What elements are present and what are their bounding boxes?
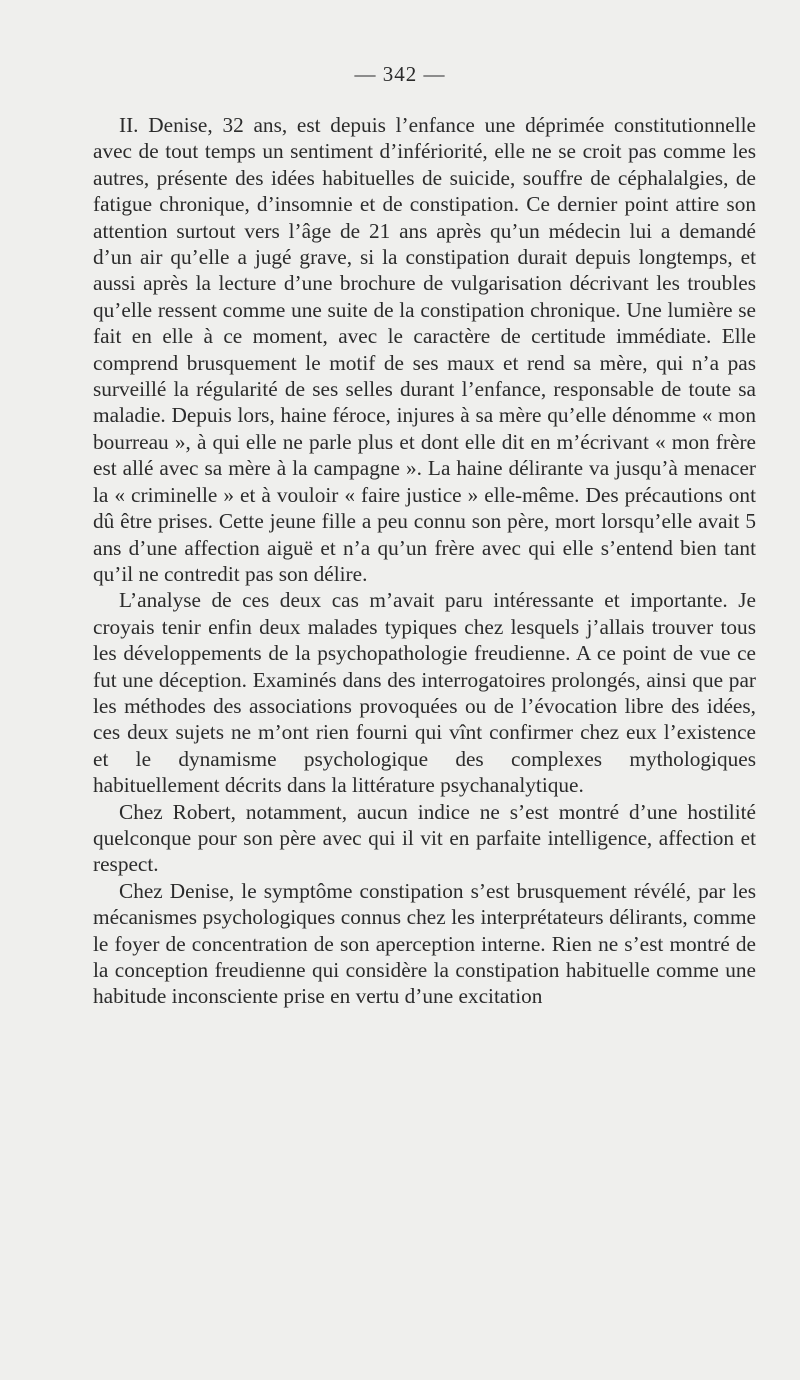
paragraph-analysis: L’analyse de ces deux cas m’avait paru intéressante et importante. Je croyais tenir enfin deux malades typiques chez lesquels j’allais trouver tous les développements de la psychopathologie freudienne. A ce point de vue ce fut une déception. Examinés dans des interrogatoires prolongés, ainsi que par les méthodes des associations provoquées ou de l’évocation libre des idées, ces deux sujets ne m’ont rien fourni qui vînt confirmer chez eux l’existence et le dynamisme psychologique des complexes mythologiques habituellement décrits dans la littérature psychanalytique. — [93, 588, 756, 798]
paragraph-denise-symptom: Chez Denise, le symptôme constipation s’est brusquement révélé, par les mécanismes psychologiques connus chez les interprétateurs délirants, comme le foyer de concentration de son aperception interne. Rien ne s’est montré de la conception freudienne qui considère la constipation habituelle comme une habitude inconsciente prise en vertu d’une excitation — [93, 878, 756, 1009]
paragraph-denise-case: II. Denise, 32 ans, est depuis l’enfance une déprimée constitutionnelle avec de tout temps un sentiment d’infériorité, elle ne se croit pas comme les autres, présente des idées habituelles de suicide, souffre de céphalalgies, de fatigue chronique, d’insomnie et de constipation. Ce dernier point attire son attention surtout vers l’âge de 21 ans après qu’un médecin lui a demandé d’un air qu’elle a jugé grave, si la constipation durait depuis longtemps, et aussi après la lecture d’une brochure de vulgarisation décrivant les troubles qu’elle ressent comme une suite de la constipation chronique. Une lumière se fait en elle à ce moment, avec le caractère de certitude immédiate. Elle comprend brusquement le motif de ses maux et rend sa mère, qui n’a pas surveillé la régularité de ses selles durant l’enfance, responsable de toute sa maladie. Depuis lors, haine féroce, injures à sa mère qu’elle dénomme « mon bourreau », à qui elle ne parle plus et dont elle dit en m’écrivant « mon frère est allé avec sa mère à la campagne ». La haine délirante va jusqu’à menacer la « criminelle » et à vouloir « faire justice » elle-même. Des précautions ont dû être prises. Cette jeune fille a peu connu son père, mort lorsqu’elle avait 5 ans d’une affection aiguë et n’a qu’un frère avec qui elle s’entend bien tant qu’il ne contredit pas son délire. — [93, 113, 756, 586]
body-text — [93, 112, 756, 1010]
paragraph-robert: Chez Robert, notamment, aucun indice ne s’est montré d’une hostilité quelconque pour son père avec qui il vit en parfaite intelligence, affection et respect. — [93, 799, 756, 877]
page-number: — 342 — — [354, 62, 446, 86]
